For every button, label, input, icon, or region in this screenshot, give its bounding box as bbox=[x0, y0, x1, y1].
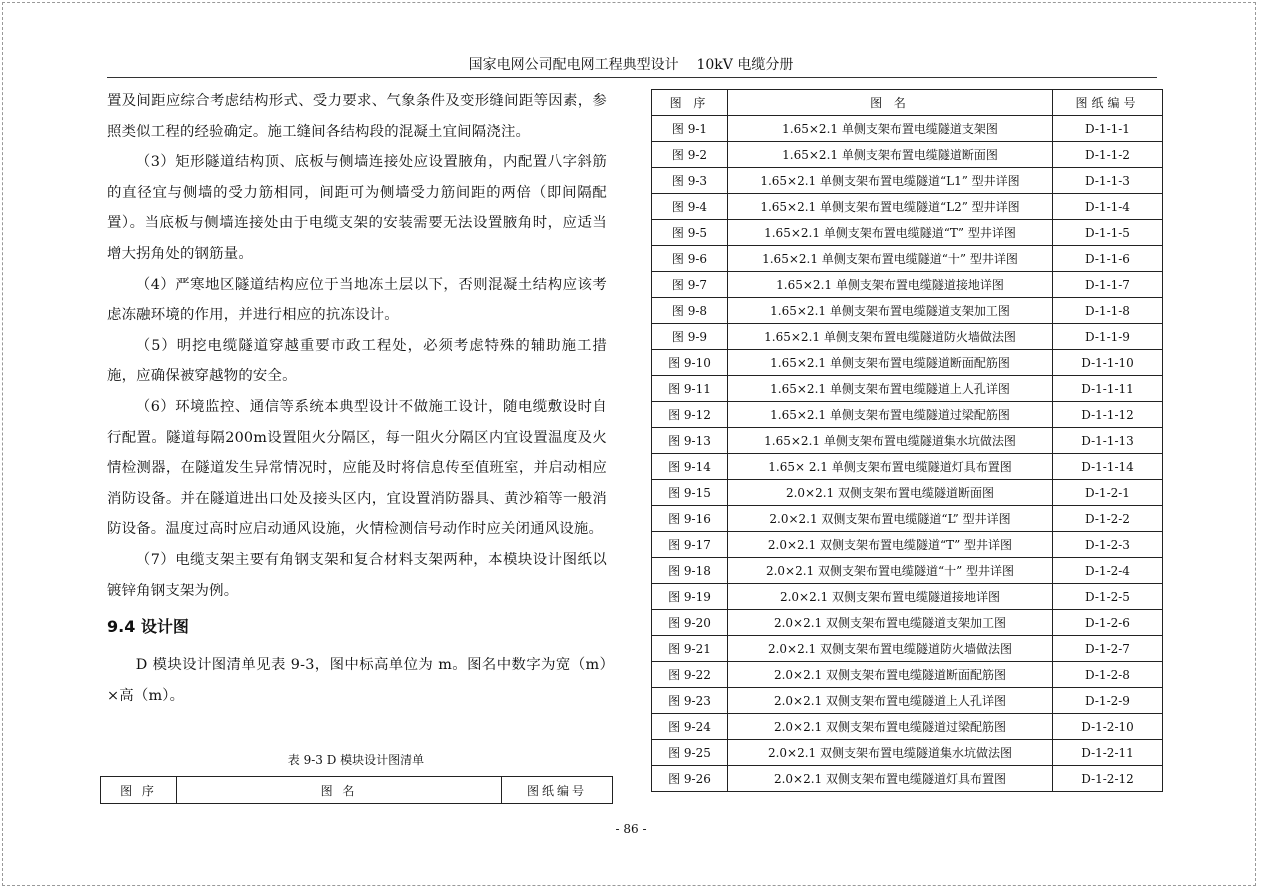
header-drawing-no: 图纸编号 bbox=[1053, 90, 1163, 116]
header-figure-name: 图 名 bbox=[728, 90, 1053, 116]
table-row bbox=[652, 220, 1163, 246]
figure-no-cell: 图 9-21 bbox=[652, 636, 728, 662]
left-column bbox=[107, 86, 607, 711]
figure-name-cell: 2.0×2.1 双侧支架布置电缆隧道接地详图 bbox=[728, 584, 1053, 610]
table-row bbox=[652, 688, 1163, 714]
figure-no-cell: 图 9-3 bbox=[652, 168, 728, 194]
header-rule bbox=[107, 77, 1157, 78]
header-drawing-no: 图纸编号 bbox=[502, 777, 613, 804]
table-header-left bbox=[100, 776, 613, 804]
figure-name-cell: 1.65× 2.1 单侧支架布置电缆隧道灯具布置图 bbox=[728, 454, 1053, 480]
figure-name-cell: 2.0×2.1 双侧支架布置电缆隧道“L” 型井详图 bbox=[728, 506, 1053, 532]
figure-name-cell: 2.0×2.1 双侧支架布置电缆隧道断面图 bbox=[728, 480, 1053, 506]
table-row bbox=[652, 116, 1163, 142]
figure-name-cell: 1.65×2.1 单侧支架布置电缆隧道过梁配筋图 bbox=[728, 402, 1053, 428]
table-row bbox=[652, 428, 1163, 454]
figure-name-cell: 1.65×2.1 单侧支架布置电缆隧道支架加工图 bbox=[728, 298, 1053, 324]
drawing-no-cell: D-1-2-3 bbox=[1053, 532, 1163, 558]
table-row bbox=[652, 766, 1163, 792]
paragraph-continued: 置及间距应综合考虑结构形式、受力要求、气象条件及变形缝间距等因素，参照类似工程的经验确定。施工缝间各结构段的混凝土宜间隔浇注。 bbox=[107, 93, 607, 140]
table-row bbox=[652, 532, 1163, 558]
paragraph-5: （5）明挖电缆隧道穿越重要市政工程处，必须考虑特殊的辅助施工措施，应确保被穿越物的安全。 bbox=[107, 337, 607, 385]
drawing-no-cell: D-1-2-5 bbox=[1053, 584, 1163, 610]
section-paragraph: D 模块设计图清单见表 9-3，图中标高单位为 m。图名中数字为宽（m）×高（m）。 bbox=[107, 657, 607, 704]
table-row bbox=[652, 272, 1163, 298]
figure-name-cell: 1.65×2.1 单侧支架布置电缆隧道断面配筋图 bbox=[728, 350, 1053, 376]
figure-name-cell: 2.0×2.1 双侧支架布置电缆隧道支架加工图 bbox=[728, 610, 1053, 636]
table-row bbox=[652, 740, 1163, 766]
drawing-no-cell: D-1-1-9 bbox=[1053, 324, 1163, 350]
figure-no-cell: 图 9-16 bbox=[652, 506, 728, 532]
figure-no-cell: 图 9-12 bbox=[652, 402, 728, 428]
drawing-list-table bbox=[651, 89, 1163, 792]
drawing-no-cell: D-1-1-7 bbox=[1053, 272, 1163, 298]
figure-name-cell: 2.0×2.1 双侧支架布置电缆隧道“T” 型井详图 bbox=[728, 532, 1053, 558]
drawing-no-cell: D-1-1-14 bbox=[1053, 454, 1163, 480]
drawing-no-cell: D-1-1-6 bbox=[1053, 246, 1163, 272]
figure-name-cell: 1.65×2.1 单侧支架布置电缆隧道“十” 型井详图 bbox=[728, 246, 1053, 272]
drawing-no-cell: D-1-2-9 bbox=[1053, 688, 1163, 714]
table-row bbox=[652, 168, 1163, 194]
figure-no-cell: 图 9-15 bbox=[652, 480, 728, 506]
header-figure-no: 图 序 bbox=[652, 90, 728, 116]
table-row bbox=[652, 376, 1163, 402]
paragraph-3: （3）矩形隧道结构顶、底板与侧墙连接处应设置腋角，内配置八字斜筋的直径宜与侧墙的受力筋相同，间距可为侧墙受力筋间距的两倍（即间隔配置）。当底板与侧墙连接处由于电缆支架的安装需要无法设置腋角时，应适当增大拐角处的钢筋量。 bbox=[107, 154, 607, 262]
table-row bbox=[652, 506, 1163, 532]
drawing-no-cell: D-1-1-10 bbox=[1053, 350, 1163, 376]
figure-no-cell: 图 9-9 bbox=[652, 324, 728, 350]
table-row bbox=[652, 662, 1163, 688]
table-row bbox=[652, 298, 1163, 324]
figure-name-cell: 1.65×2.1 单侧支架布置电缆隧道集水坑做法图 bbox=[728, 428, 1053, 454]
figure-name-cell: 2.0×2.1 双侧支架布置电缆隧道防火墙做法图 bbox=[728, 636, 1053, 662]
table-row bbox=[652, 584, 1163, 610]
figure-no-cell: 图 9-2 bbox=[652, 142, 728, 168]
figure-no-cell: 图 9-26 bbox=[652, 766, 728, 792]
drawing-no-cell: D-1-2-2 bbox=[1053, 506, 1163, 532]
drawing-no-cell: D-1-2-4 bbox=[1053, 558, 1163, 584]
figure-name-cell: 2.0×2.1 双侧支架布置电缆隧道上人孔详图 bbox=[728, 688, 1053, 714]
figure-name-cell: 1.65×2.1 单侧支架布置电缆隧道“L2” 型井详图 bbox=[728, 194, 1053, 220]
page-number: - 86 - bbox=[615, 822, 647, 836]
drawing-no-cell: D-1-2-7 bbox=[1053, 636, 1163, 662]
figure-name-cell: 2.0×2.1 双侧支架布置电缆隧道“十” 型井详图 bbox=[728, 558, 1053, 584]
figure-name-cell: 2.0×2.1 双侧支架布置电缆隧道集水坑做法图 bbox=[728, 740, 1053, 766]
drawing-no-cell: D-1-1-1 bbox=[1053, 116, 1163, 142]
drawing-no-cell: D-1-1-3 bbox=[1053, 168, 1163, 194]
figure-name-cell: 1.65×2.1 单侧支架布置电缆隧道支架图 bbox=[728, 116, 1053, 142]
drawing-no-cell: D-1-1-13 bbox=[1053, 428, 1163, 454]
figure-no-cell: 图 9-5 bbox=[652, 220, 728, 246]
drawing-no-cell: D-1-1-5 bbox=[1053, 220, 1163, 246]
paragraph-7: （7）电缆支架主要有角钢支架和复合材料支架两种，本模块设计图纸以镀锌角钢支架为例。 bbox=[107, 551, 607, 599]
drawing-no-cell: D-1-1-8 bbox=[1053, 298, 1163, 324]
table-row bbox=[652, 402, 1163, 428]
table-caption: 表 9-3 D 模块设计图清单 bbox=[287, 753, 425, 767]
drawing-no-cell: D-1-1-4 bbox=[1053, 194, 1163, 220]
figure-no-cell: 图 9-19 bbox=[652, 584, 728, 610]
table-row bbox=[652, 142, 1163, 168]
drawing-no-cell: D-1-2-1 bbox=[1053, 480, 1163, 506]
figure-name-cell: 2.0×2.1 双侧支架布置电缆隧道断面配筋图 bbox=[728, 662, 1053, 688]
table-row bbox=[652, 454, 1163, 480]
figure-no-cell: 图 9-7 bbox=[652, 272, 728, 298]
figure-name-cell: 1.65×2.1 单侧支架布置电缆隧道“L1” 型井详图 bbox=[728, 168, 1053, 194]
drawing-no-cell: D-1-1-11 bbox=[1053, 376, 1163, 402]
figure-no-cell: 图 9-20 bbox=[652, 610, 728, 636]
table-header-row bbox=[652, 90, 1163, 116]
figure-no-cell: 图 9-4 bbox=[652, 194, 728, 220]
figure-no-cell: 图 9-6 bbox=[652, 246, 728, 272]
page-header: 国家电网公司配电网工程典型设计 10kV 电缆分册 bbox=[468, 57, 794, 73]
header-figure-name: 图 名 bbox=[177, 777, 502, 804]
header-figure-no: 图 序 bbox=[101, 777, 177, 804]
figure-no-cell: 图 9-10 bbox=[652, 350, 728, 376]
drawing-no-cell: D-1-2-10 bbox=[1053, 714, 1163, 740]
figure-no-cell: 图 9-23 bbox=[652, 688, 728, 714]
figure-no-cell: 图 9-24 bbox=[652, 714, 728, 740]
figure-name-cell: 1.65×2.1 单侧支架布置电缆隧道“T” 型井详图 bbox=[728, 220, 1053, 246]
section-title: 9.4 设计图 bbox=[107, 617, 189, 637]
paragraph-6: （6）环境监控、通信等系统本典型设计不做施工设计，随电缆敷设时自行配置。隧道每隔200m设置阻火分隔区，每一阻火分隔区内宜设置温度及火情检测器，在隧道发生异常情况时，应能及时将信息传至值班室，并启动相应消防设备。并在隧道进出口处及接头区内，宜设置消防器具、黄沙箱等一般消防设备。温度过高时应启动通风设施，火情检测信号动作时应关闭通风设施。 bbox=[107, 398, 607, 538]
table-row bbox=[652, 610, 1163, 636]
table-row bbox=[652, 324, 1163, 350]
table-row bbox=[652, 558, 1163, 584]
drawing-no-cell: D-1-2-11 bbox=[1053, 740, 1163, 766]
table-row bbox=[652, 636, 1163, 662]
figure-no-cell: 图 9-17 bbox=[652, 532, 728, 558]
table-row bbox=[652, 714, 1163, 740]
figure-name-cell: 1.65×2.1 单侧支架布置电缆隧道上人孔详图 bbox=[728, 376, 1053, 402]
drawing-no-cell: D-1-1-12 bbox=[1053, 402, 1163, 428]
figure-no-cell: 图 9-1 bbox=[652, 116, 728, 142]
figure-no-cell: 图 9-11 bbox=[652, 376, 728, 402]
paragraph-4: （4）严寒地区隧道结构应位于当地冻土层以下，否则混凝土结构应该考虑冻融环境的作用，并进行相应的抗冻设计。 bbox=[107, 276, 607, 324]
figure-no-cell: 图 9-22 bbox=[652, 662, 728, 688]
figure-no-cell: 图 9-18 bbox=[652, 558, 728, 584]
figure-name-cell: 1.65×2.1 单侧支架布置电缆隧道防火墙做法图 bbox=[728, 324, 1053, 350]
figure-no-cell: 图 9-25 bbox=[652, 740, 728, 766]
figure-no-cell: 图 9-14 bbox=[652, 454, 728, 480]
drawing-no-cell: D-1-1-2 bbox=[1053, 142, 1163, 168]
figure-name-cell: 1.65×2.1 单侧支架布置电缆隧道断面图 bbox=[728, 142, 1053, 168]
table-row bbox=[652, 194, 1163, 220]
drawing-no-cell: D-1-2-8 bbox=[1053, 662, 1163, 688]
figure-name-cell: 2.0×2.1 双侧支架布置电缆隧道灯具布置图 bbox=[728, 766, 1053, 792]
drawing-no-cell: D-1-2-6 bbox=[1053, 610, 1163, 636]
figure-name-cell: 2.0×2.1 双侧支架布置电缆隧道过梁配筋图 bbox=[728, 714, 1053, 740]
figure-no-cell: 图 9-8 bbox=[652, 298, 728, 324]
table-row bbox=[652, 480, 1163, 506]
table-row bbox=[652, 246, 1163, 272]
figure-name-cell: 1.65×2.1 单侧支架布置电缆隧道接地详图 bbox=[728, 272, 1053, 298]
drawing-no-cell: D-1-2-12 bbox=[1053, 766, 1163, 792]
figure-no-cell: 图 9-13 bbox=[652, 428, 728, 454]
table-row bbox=[652, 350, 1163, 376]
